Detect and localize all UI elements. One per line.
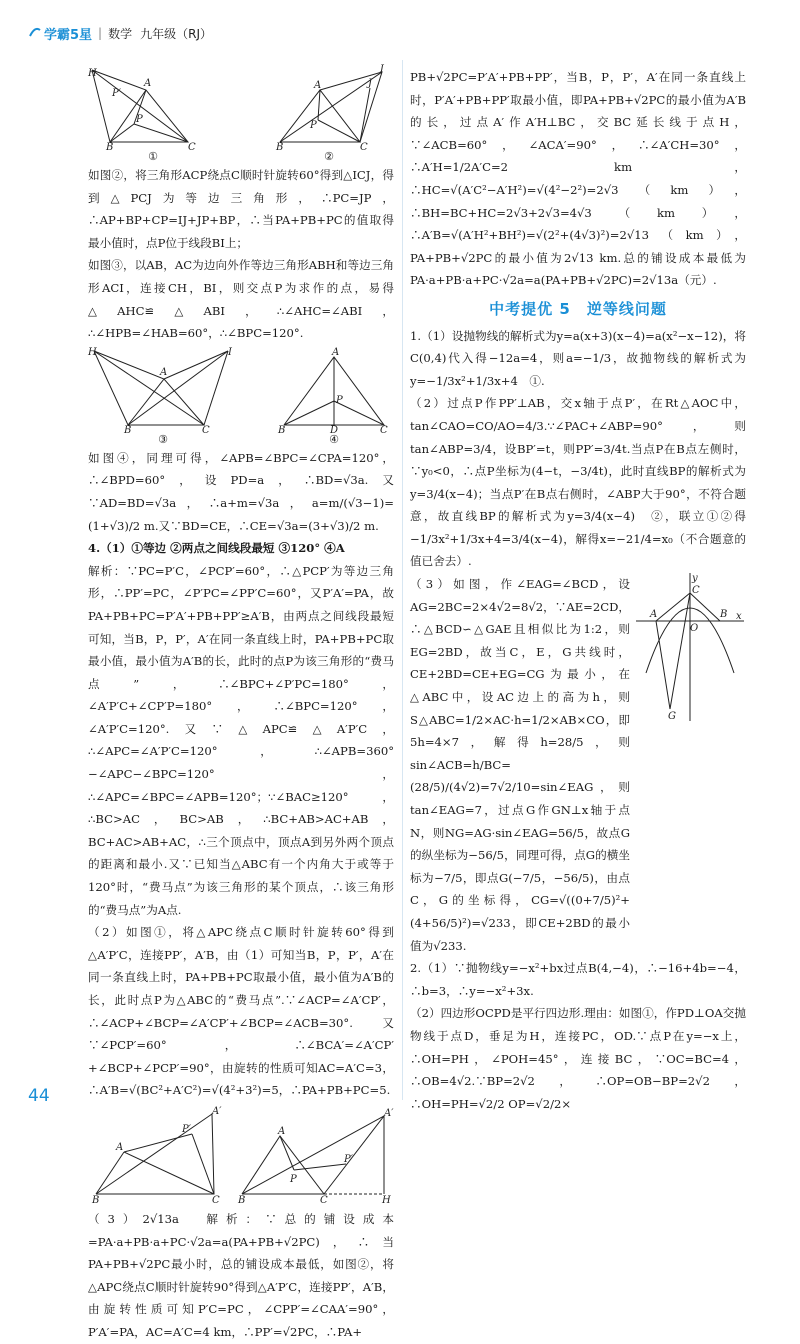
- problem-3-block: [410, 573, 746, 957]
- svg-text:y: y: [692, 573, 698, 585]
- figure-row-mid: [88, 345, 394, 447]
- figure-4-caption: ④: [329, 432, 339, 446]
- svg-text:O: O: [690, 623, 699, 635]
- svg-text:C: C: [188, 142, 196, 153]
- svg-text:A′: A′: [212, 1105, 222, 1117]
- svg-text:A: A: [160, 366, 168, 378]
- figure-1-caption: ①: [148, 150, 158, 163]
- brand-logo-icon: [28, 26, 42, 40]
- svg-text:A: A: [650, 609, 658, 621]
- svg-text:C: C: [692, 585, 700, 597]
- svg-text:B: B: [278, 424, 286, 436]
- svg-text:P: P: [310, 120, 317, 131]
- section-title: 中考提优 5 逆等线问题: [489, 299, 667, 318]
- paragraph: PB+√2PC=P′A′+PB+PP′，当B，P，P′，A′在同一条直线上时，P′A′+PB+PP′取最小值，即PA+PB+√2PC的最小值为A′B的长，过点A′作A′H⊥BC，交BC延长线于点H，∵∠ACB=60°，∠ACA′=90°，∴∠A′CH=30°，∴A′H=1/2A′C=2 km，∴HC=√(A′C²−A′H²)=√(4²−2²)=2√3（km），∴BH=BC+HC=2√3+2√3=4√3（km），∴A′B=√(A′H²+BH²)=√(2²+(4√3)²)=2√13（km），PA+PB+√2PC的最小值为2√13 km.总的铺设成本最低为PA·a+PB·a+PC·√2a=a(PA+PB+√2PC)=2√13a（元）.: [410, 70, 746, 288]
- svg-text:A: A: [314, 80, 322, 91]
- svg-text:J: J: [368, 78, 373, 89]
- paragraph: 解析：∵PC=P′C，∠PCP′=60°，∴△PCP′为等边三角形，∴PP′=PC，∠P′PC=∠PP′C=60°，又P′A′=PA，故PA+PB+PC=P′A′+PB+PP′≥A′B，由两点之间线段最短可知，当B，P，P′，A′在同一条直线上时，PA+PB+PC取最小值，最小值为A′B的长，此时的点P为该三角形的“费马点”，∴∠BPC+∠P′PC=180°，∠A′P′C+∠CP′P=180°，∴∠BPC=120°，∠A′P′C=120°.又∵△APC≌△A′P′C，∴∠APC=∠A′P′C=120°，∴∠APB=360°−∠APC−∠BPC=120°，∴∠APC=∠BPC=∠APB=120°；∵∠BAC≥120°，∴BC>AC，BC>AB，∴BC+AB>AC+AB，BC+AC>AB+AC，∴三个顶点中，顶点A到另外两个顶点的距离和最小.又∵已知当△ABC有一个内角大于或等于120°时，“费马点”为该三角形的某个顶点，∴该三角形的“费马点”为A点.: [88, 563, 394, 917]
- svg-text:B: B: [238, 1194, 246, 1206]
- paragraph: 如图④，同理可得，∠APB=∠BPC=∠CPA=120°，∴∠BPD=60°，设PD=a，∴BD=√3a.又∵AD=BD=√3a，∴a+m=√3a，a=m/(√3−1)=(1+√3)/2 m.又∵BD=CE，∴CE=√3a=(3+√3)/2 m.: [88, 450, 394, 533]
- svg-text:G: G: [668, 711, 676, 723]
- svg-text:C: C: [360, 142, 368, 153]
- svg-text:C: C: [320, 1194, 328, 1206]
- figure-1: [88, 66, 218, 164]
- paragraph: 1.（1）设抛物线的解析式为y=a(x+3)(x−4)=a(x²−x−12)，将C(0,4)代入得−12a=4，则a=−1/3，故抛物线的解析式为y=−1/3x²+1/3x+4 ①.: [410, 328, 746, 388]
- paragraph: 如图②，将三角形ACP绕点C顺时针旋转60°得到△ICJ，得到△PCJ为等边三角形，∴PC=JP，∴AP+BP+CP=IJ+JP+BP，∴当PA+PB+PC的值取得最小值时，点P位于线段BI上；: [88, 168, 394, 250]
- brand-name: 学霸5星: [44, 27, 93, 43]
- svg-text:C: C: [380, 424, 388, 436]
- grade: 九年级（RJ）: [140, 26, 212, 41]
- svg-text:H: H: [88, 346, 97, 358]
- svg-text:A′: A′: [384, 1107, 394, 1119]
- figure-row-top: [88, 66, 394, 164]
- paragraph: （3）如图，作∠EAG=∠BCD，设AG=2BC=2×4√2=8√2，∵AE=2CD，∴△BCD∽△GAE且相似比为1:2，则EG=2BD，故当C，E，G共线时，CE+2BD=CE+EG=CG为最小，在△ABC中，设AC边上的高为h，则S△ABC=1/2×AC·h=1/2×AB×CO，即5h=4×7，解得h=28/5，则sin∠ACB=h/BC=(28/5)/(4√2)=7√2/10=sin∠EAG，则tan∠EAG=7，过点G作GN⊥x轴于点N，则NG=AG·sin∠EAG=56/5，故点G的纵坐标为−56/5，同理可得，点G的横坐标为−7/5，即点G(−7/5，−56/5)，由点C，G的坐标得，CG=√((0+7/5)²+(4+56/5)²)=√233，即CE+2BD的最小值为√233.: [410, 577, 631, 953]
- figure-2-caption: ②: [324, 150, 334, 163]
- svg-text:A: A: [144, 78, 152, 89]
- paragraph: （3）2√13a 解析：∵总的铺设成本=PA·a+PB·a+PC·√2a=a(PA+PB+√2PC)，∴当PA+PB+√2PC最小时，总的铺设成本最低，如图②，将△APC绕点C顺时针旋转90°得到△A′P′C，连接PP′，A′B，由旋转性质可知P′C=PC，∠CPP′=∠CAA′=90°，P′A′=PA，AC=A′C=4 km，∴PP′=√2PC，∴PA+: [88, 1211, 394, 1339]
- paragraph: 2.（1）∵抛物线y=−x²+bx过点B(4,−4)，∴−16+4b=−4，∴b=3，∴y=−x²+3x.: [410, 961, 746, 998]
- svg-text:B: B: [124, 424, 132, 436]
- figure-2: [264, 66, 394, 164]
- paragraph: （2）如图①，将△APC绕点C顺时针旋转60°得到△A′P′C，连接PP′，A′B，由（1）可知当B，P，P′，A′在同一条直线上时，PA+PB+PC取最小值，最小值为A′B的长，此时点P为△ABC的“费马点”.∵∠ACP=∠A′CP′，∴∠ACP+∠BCP=∠A′CP′+∠BCP=∠ACB=30°.又∵∠PCP′=60°，∴∠BCA′=∠A′CP′+∠BCP+∠PCP′=90°，由旋转的性质可知AC=A′C=3，∴A′B=√(BC²+A′C²)=√(4²+3²)=5，∴PA+PB+PC=5.: [88, 925, 394, 1098]
- figure-4-2: [234, 1106, 394, 1204]
- figure-4-1: [88, 1106, 228, 1204]
- svg-text:H: H: [382, 1194, 391, 1206]
- svg-text:I: I: [228, 346, 232, 358]
- svg-text:P′: P′: [344, 1153, 353, 1165]
- paragraph: （2）过点P作PP′⊥AB，交x轴于点P′，在Rt△AOC中，tan∠CAO=CO/AO=4/3.∵∠PAC+∠ABP=90°，则tan∠ABP=3/4，设BP′=t，则PP′=3/4t.当点P在B点左侧时，∵y₀<0，∴点P坐标为(4−t，−3/4t)，此时直线BP的解析式为y=3/4(x−4)；当点P′在B点右侧时，∠ABP大于90°，不符合题意，故直线BP的解析式为y=3/4(x−4) ②，联立①②得−1/3x²+1/3x+4=3/4(x−4)，解得x=−21/4=x₀（不合题意的值已舍去）.: [410, 396, 746, 569]
- figure-row-bottom: [88, 1106, 394, 1204]
- svg-text:x: x: [736, 611, 742, 623]
- subject: 数学: [108, 26, 133, 41]
- svg-text:C: C: [202, 424, 210, 436]
- svg-text:I: I: [380, 64, 384, 75]
- header: 学霸5星 | 数学 九年级（RJ）: [28, 24, 212, 42]
- svg-text:H: H: [88, 68, 97, 79]
- svg-text:B: B: [720, 609, 728, 621]
- left-column: [88, 66, 394, 1344]
- svg-text:A: A: [332, 346, 340, 358]
- svg-text:D: D: [330, 424, 339, 436]
- column-divider: [402, 60, 403, 1100]
- page-number: 44: [28, 1086, 50, 1106]
- svg-text:B: B: [106, 142, 114, 153]
- svg-text:P: P: [136, 114, 143, 125]
- figure-4: [274, 345, 394, 447]
- figure-3: [88, 345, 238, 447]
- paragraph: （2）四边形OCPD是平行四边形.理由：如图①，作PD⊥OA交抛物线于点D，垂足为H，连接PC，OD.∵点P在y=−x上，∴OH=PH，∠POH=45°，连接BC，∵OC=BC=4，∴OB=4√2.∵BP=2√2，∴OP=OB−BP=2√2，∴OH=PH=√2/2 OP=√2/2×: [410, 1006, 746, 1111]
- svg-text:P: P: [336, 394, 343, 406]
- svg-text:P′: P′: [182, 1123, 191, 1135]
- paragraph: 如图③，以AB，AC为边向外作等边三角形ABH和等边三角形ACI，连接CH，BI，则交点P为求作的点，易得△AHC≌△ABI，∴∠AHC=∠ABI，∴∠HPB=∠HAB=60°，∴∠BPC=120°.: [88, 258, 394, 341]
- parabola-figure: [636, 573, 746, 723]
- figure-3-caption: ③: [158, 432, 168, 446]
- svg-text:P: P: [290, 1173, 297, 1185]
- svg-text:A: A: [278, 1125, 286, 1137]
- svg-text:B: B: [92, 1194, 100, 1206]
- answer-line: 4.（1）①等边 ②两点之间线段最短 ③120° ④A: [88, 541, 345, 556]
- svg-text:A: A: [116, 1141, 124, 1153]
- svg-text:C: C: [212, 1194, 220, 1206]
- right-column: [410, 66, 746, 1115]
- svg-text:B: B: [276, 142, 284, 153]
- svg-text:P′: P′: [112, 88, 121, 99]
